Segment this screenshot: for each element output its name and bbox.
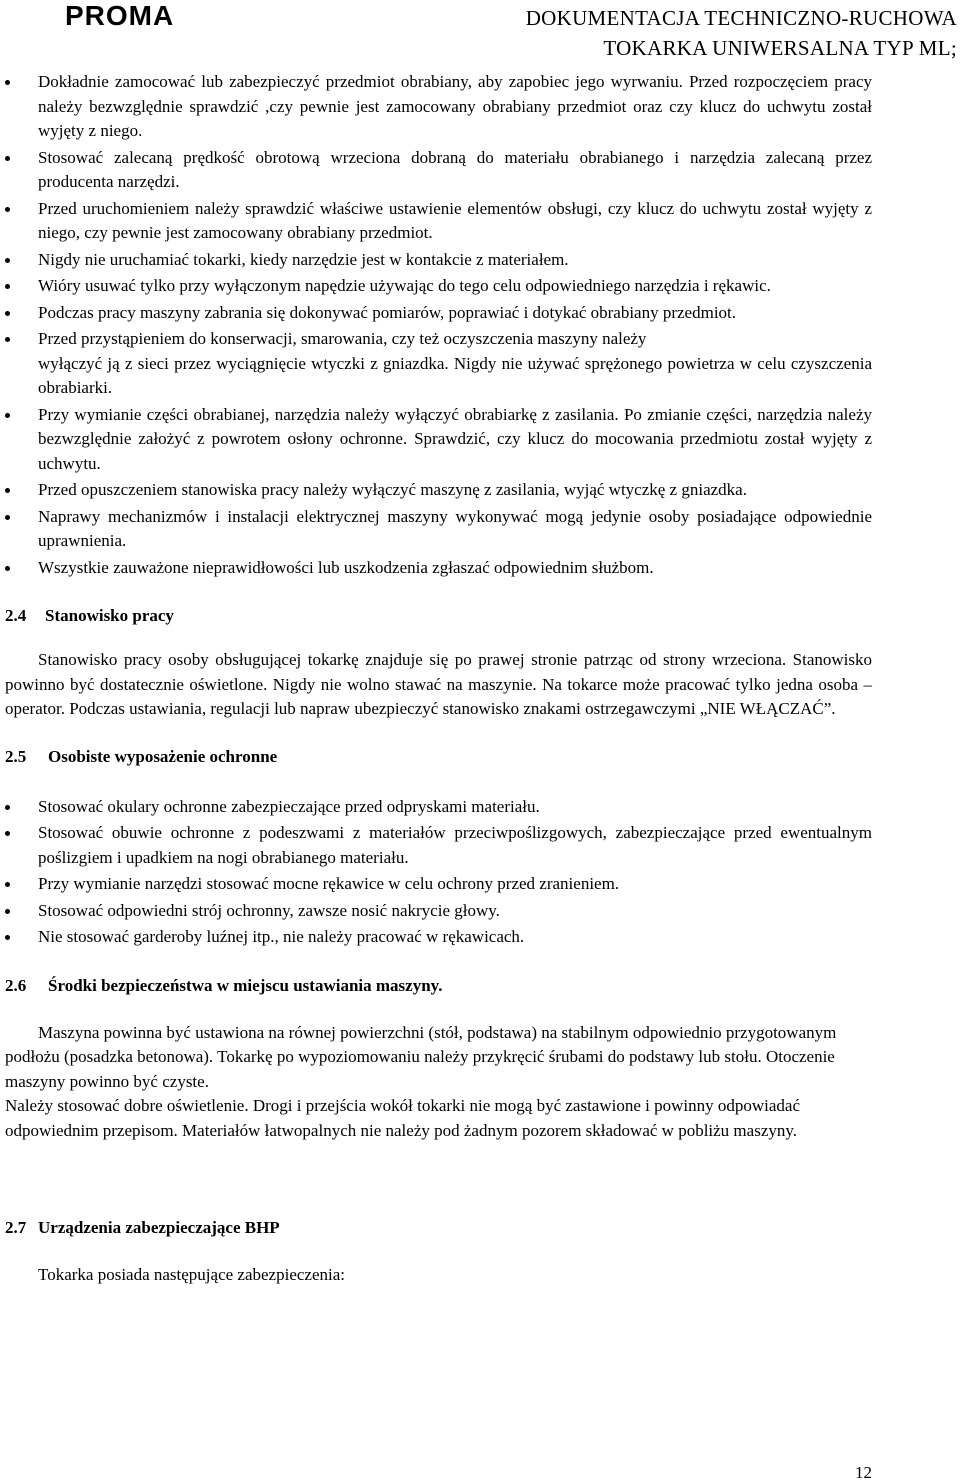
section-title: Urządzenia zabezpieczające BHP (38, 1218, 280, 1237)
page-number: 12 (855, 1463, 872, 1482)
section-title: Środki bezpieczeństwa w miejscu ustawiania maszyny. (48, 975, 443, 995)
list-item: Przed uruchomieniem należy sprawdzić właściwe ustawienie elementów obsługi, czy klucz do uchwytu został wyjęty z niego, czy pewnie jest zamocowany obrabiany przedmiot. (5, 197, 872, 246)
section-number: 2.7 (5, 1218, 27, 1237)
list-item-continuation (5, 352, 872, 401)
list-item: Stosować zalecaną prędkość obrotową wrzeciona dobraną do materiału obrabianego i narzędzia zalecaną przez producenta narzędzi. (5, 146, 872, 195)
section-paragraph: Należy stosować dobre oświetlenie. Drogi i przejścia wokół tokarki nie mogą być zastawione i powinny odpowiadać odpowiednim przepisom. Materiałów łatwopalnych nie należy pod żadnym pozorem składować w pobliżu maszyny. (5, 1096, 800, 1140)
list-item (5, 327, 872, 401)
section-number: 2.4 (5, 606, 27, 625)
protective-equipment-list (5, 795, 872, 950)
machine-title: TOKARKA UNIWERSALNA TYP ML; (603, 36, 957, 60)
section-number: 2.5 (5, 746, 27, 766)
section-number: 2.6 (5, 975, 27, 995)
list-item: Dokładnie zamocować lub zabezpieczyć przedmiot obrabiany, aby zapobiec jego wyrwaniu. Przed rozpoczęciem pracy należy bezwzględnie sprawdzić ,czy pewnie jest zamocowany obrabiany przedmiot oraz czy klucz do uchwytu został wyjęty z niego. (5, 70, 872, 144)
list-item: Przed opuszczeniem stanowiska pracy należy wyłączyć maszynę z zasilania, wyjąć wtyczkę z gniazdka. (5, 478, 872, 503)
section-paragraph: Maszyna powinna być ustawiona na równej powierzchni (stół, podstawa) na stabilnym odpowiednio przygotowanym podłożu (posadzka betonowa). Tokarkę po wypoziomowaniu należy przykręcić śrubami do podstawy lub stołu. Otoczenie maszyny powinno być czyste. (5, 1022, 837, 1091)
list-item: Nie stosować garderoby luźnej itp., nie należy pracować w rękawicach. (5, 925, 872, 950)
section-title: Osobiste wyposażenie ochronne (48, 746, 278, 766)
section-title: Stanowisko pracy (45, 606, 174, 625)
company-logo: PROMA (65, 0, 175, 31)
section-heading-2-7 (5, 1216, 872, 1240)
section-paragraph: Stanowisko pracy osoby obsługującej tokarkę znajduje się po prawej stronie patrząc od strony wrzeciona. Stanowisko powinno być dostatecznie oświetlone. Nigdy nie wolno stawać na maszynie. Na tokarce może pracować tylko jedna osoba – operator. Podczas ustawiania, regulacji lub napraw ubezpieczyć stanowisko znakami ostrzegawczymi „NIE WŁĄCZAĆ”. (5, 650, 872, 718)
section-paragraph: Tokarka posiada następujące zabezpieczenia: (38, 1265, 345, 1284)
document-body (5, 70, 872, 1288)
section-heading-2-6 (5, 974, 872, 998)
list-item-first-line: Przed przystąpieniem do konserwacji, smarowania, czy też oczyszczenia maszyny należy (38, 329, 647, 348)
section-heading-2-4 (5, 604, 872, 628)
page-header (0, 0, 960, 70)
list-item: Przy wymianie części obrabianej, narzędzia należy wyłączyć obrabiarkę z zasilania. Po zmianie części, narzędzia należy bezwzględnie założyć z powrotem osłony ochronne. Sprawdzić, czy klucz do mocowania przedmiotu został wyjęty z uchwytu. (5, 403, 872, 477)
list-item: Stosować okulary ochronne zabezpieczające przed odpryskami materiału. (5, 795, 872, 820)
list-item: Stosować obuwie ochronne z podeszwami z materiałów przeciwpoślizgowych, zabezpieczające przed ewentualnym poślizgiem i upadkiem na nogi obrabianego materiału. (5, 821, 872, 870)
list-item: Nigdy nie uruchamiać tokarki, kiedy narzędzie jest w kontakcie z materiałem. (5, 248, 872, 273)
list-item: Naprawy mechanizmów i instalacji elektrycznej maszyny wykonywać mogą jedynie osoby posiadające odpowiednie uprawnienia. (5, 505, 872, 554)
list-item: Przy wymianie narzędzi stosować mocne rękawice w celu ochrony przed zranieniem. (5, 872, 872, 897)
section-heading-2-5 (5, 745, 872, 769)
list-item: Stosować odpowiedni strój ochronny, zawsze nosić nakrycie głowy. (5, 899, 872, 924)
document-title: DOKUMENTACJA TECHNICZNO-RUCHOWA (525, 6, 957, 30)
list-item: Podczas pracy maszyny zabrania się dokonywać pomiarów, poprawiać i dotykać obrabiany przedmiot. (5, 301, 872, 326)
list-item: Wszystkie zauważone nieprawidłowości lub uszkodzenia zgłaszać odpowiednim służbom. (5, 556, 872, 581)
safety-rules-list (5, 70, 872, 580)
list-item-continuation-text: wyłączyć ją z sieci przez wyciągnięcie wtyczki z gniazdka. Nigdy nie używać sprężonego powietrza w celu czyszczenia obrabiarki. (38, 353, 872, 397)
list-item: Wióry usuwać tylko przy wyłączonym napędzie używając do tego celu odpowiedniego narzędzia i rękawic. (5, 274, 872, 299)
